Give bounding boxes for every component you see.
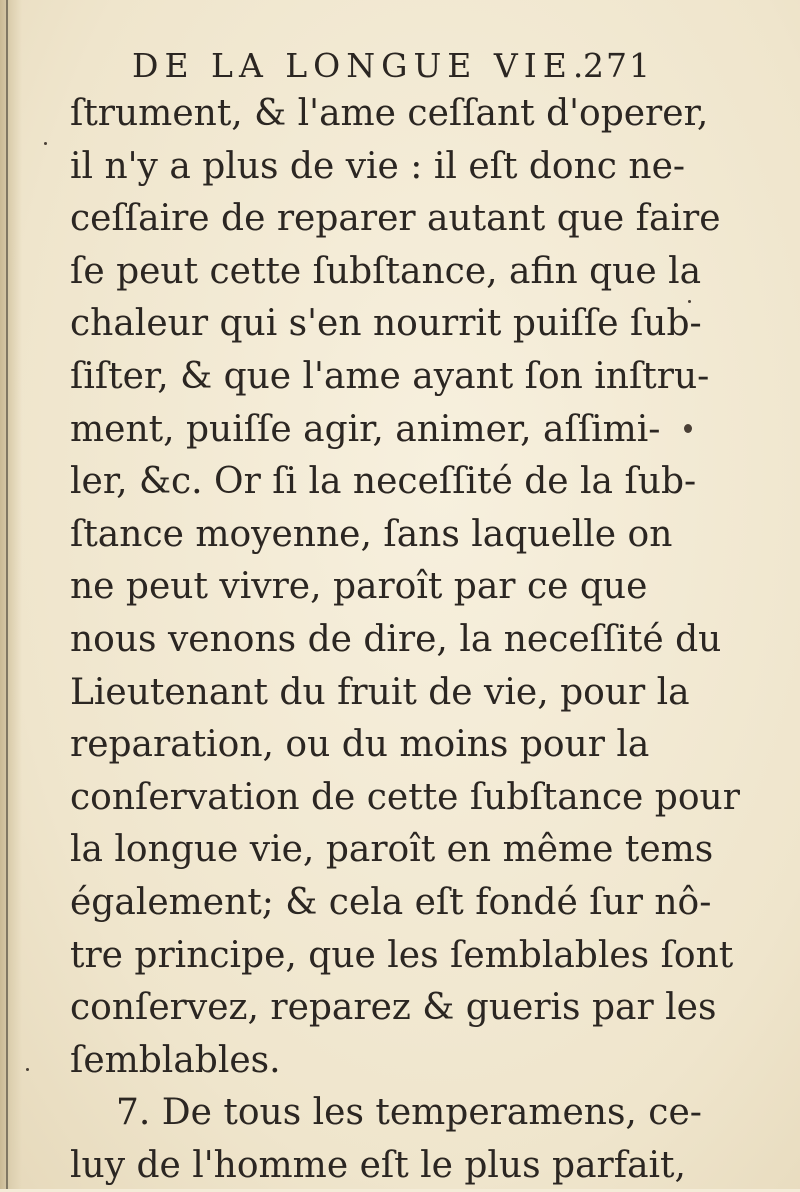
- running-title: DE LA LONGUE VIE.: [132, 46, 590, 85]
- page-header: [132, 42, 652, 90]
- text-line: chaleur qui s'en nourrit puiſſe ſub-: [70, 303, 702, 345]
- text-line: il n'y a plus de vie : il eſt donc ne-: [70, 145, 686, 187]
- ink-speck: [688, 300, 691, 303]
- page-number: 271: [583, 46, 652, 85]
- text-line: conſervez, reparez & gueris par les: [70, 987, 717, 1029]
- text-line: ſtrument, & l'ame ceſſant d'operer,: [70, 93, 709, 134]
- text-line: Lieutenant du fruit de vie, pour la: [70, 671, 690, 713]
- text-line: également; & cela eſt fondé ſur nô-: [70, 881, 712, 923]
- text-line: luy de l'homme eſt le plus parfait,: [70, 1144, 686, 1186]
- page-gutter: [0, 0, 22, 1189]
- text-line: ſiſter, & que l'ame ayant ſon inſtru-: [70, 355, 710, 397]
- text-line: ler, &c. Or ſi la neceſſité de la ſub-: [70, 461, 697, 503]
- text-line: la longue vie, paroît en même tems: [70, 829, 714, 871]
- ink-speck: [26, 1068, 29, 1071]
- text-line: tre principe, que les ſemblables ſont: [70, 934, 734, 976]
- text-line: ne peut vivre, paroît par ce que: [70, 566, 648, 608]
- text-line: 7. De tous les temperamens, ce-: [116, 1092, 702, 1134]
- page-edge-line: [6, 0, 8, 1189]
- body-text: [70, 88, 740, 1192]
- ink-speck: [684, 424, 692, 433]
- text-line: conſervation de cette ſubſtance pour: [70, 776, 740, 818]
- text-line: ſe peut cette ſubſtance, afin que la: [70, 250, 702, 292]
- text-line: ceſſaire de reparer autant que faire: [70, 198, 721, 240]
- text-line: reparation, ou du moins pour la: [70, 724, 650, 766]
- text-line: ſemblables.: [70, 1039, 281, 1081]
- text-line: ſtance moyenne, ſans laquelle on: [70, 513, 673, 555]
- text-line: nous venons de dire, la neceſſité du: [70, 618, 722, 660]
- text-line: ment, puiſſe agir, animer, aſſimi-: [70, 408, 661, 450]
- ink-speck: [44, 142, 47, 145]
